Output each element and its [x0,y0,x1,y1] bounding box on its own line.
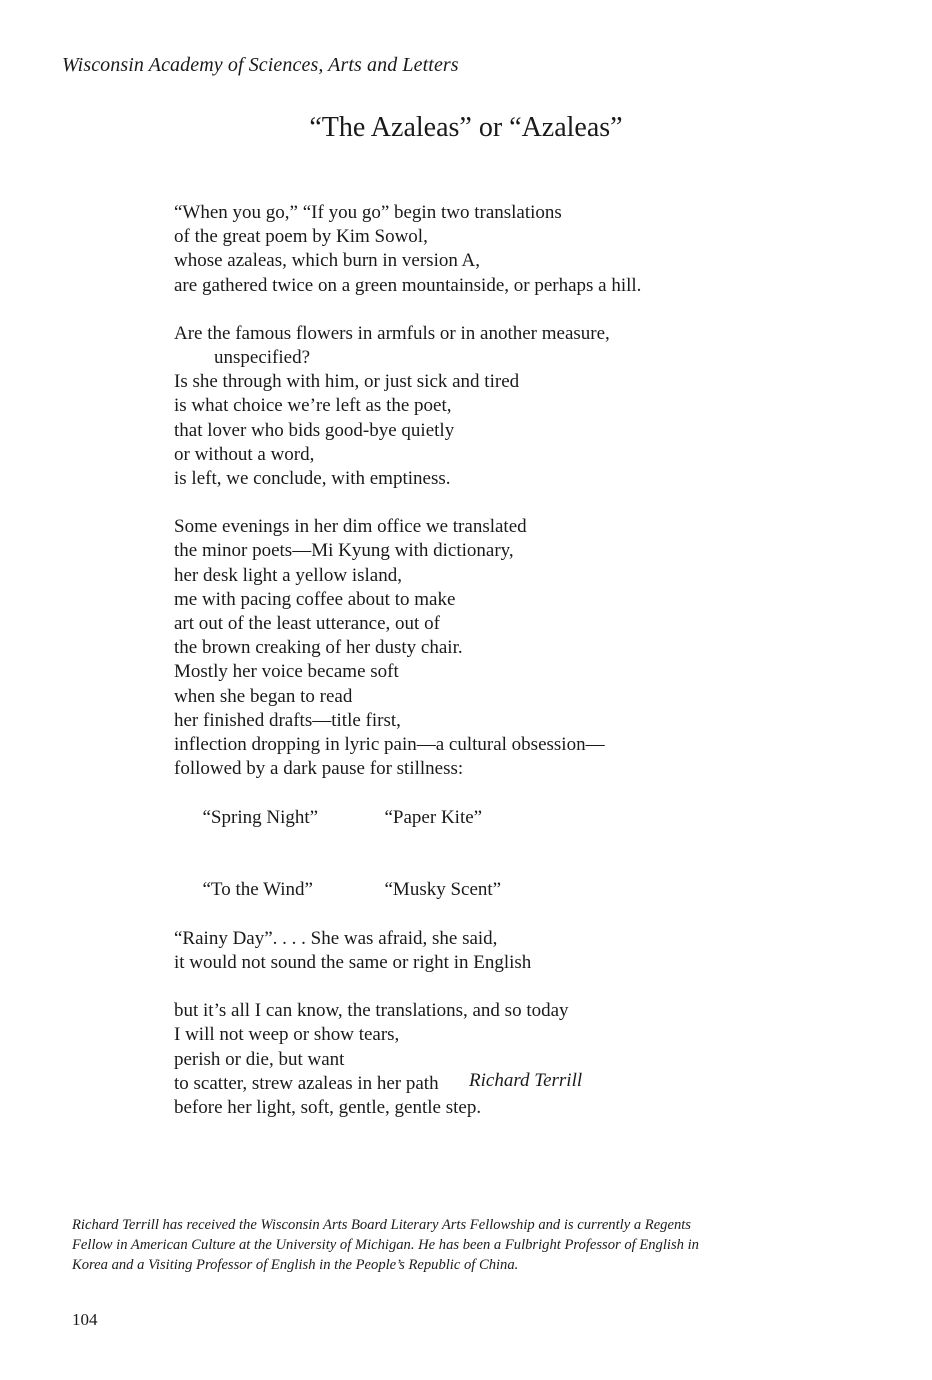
poem-title-to-the-wind: “To the Wind” [202,879,313,901]
bio-line: Richard Terrill has received the Wisconsin Arts Board Literary Arts Fellowship and is currently a Regents [72,1217,691,1233]
poem-line: “When you go,” “If you go” begin two translations [174,202,562,223]
poem-line: art out of the least utterance, out of [174,613,440,635]
poem-line: that lover who bids good-bye quietly [174,419,455,441]
poem-line: her desk light a yellow island, [174,564,402,586]
poem-line: “Rainy Day”. . . . She was afraid, she said, [174,927,498,949]
poem-line: the minor poets—Mi Kyung with dictionary, [174,540,514,562]
stanza-3 [174,515,641,975]
poem-line: me with pacing coffee about to make [174,588,456,610]
poem-line: Is she through with him, or just sick and tired [174,371,520,393]
stanza-4 [174,999,641,1120]
poem-line: whose azaleas, which burn in version A, [174,250,481,272]
poem-line: the brown creaking of her dusty chair. [174,637,463,659]
poem-line: her finished drafts—title first, [174,709,401,731]
poem-title-spring-night: “Spring Night” [202,806,319,828]
poem-line: perish or die, but want [174,1048,345,1070]
page-number: 104 [72,1310,98,1329]
poem-title: “The Azaleas” or “Azaleas” [309,112,623,143]
poem-line: inflection dropping in lyric pain—a cultural obsession— [174,734,605,756]
poem-line: before her light, soft, gentle, gentle step. [174,1096,482,1118]
poem-line: Some evenings in her dim office we translated [174,516,527,538]
poem-line: is left, we conclude, with emptiness. [174,468,451,490]
bio-line: Korea and a Visiting Professor of English in the People’s Republic of China. [72,1257,519,1273]
author-bio [72,1215,862,1275]
author-signature: Richard Terrill [469,1070,583,1091]
poem-line: to scatter, strew azaleas in her path [174,1072,439,1094]
stanza-2 [174,322,641,491]
poem-body [174,201,641,1144]
poem-title-paper-kite: “Paper Kite” [384,806,483,828]
poem-line: when she began to read [174,685,353,707]
poem-line-continuation: unspecified? [214,347,311,369]
poem-title-pair [174,854,641,927]
poem-line: it would not sound the same or right in English [174,951,532,973]
poem-title-musky-scent: “Musky Scent” [384,879,502,901]
stanza-1 [174,201,641,298]
poem-line: of the great poem by Kim Sowol, [174,226,428,248]
poem-line: I will not weep or show tears, [174,1024,400,1046]
running-head: Wisconsin Academy of Sciences, Arts and Letters [62,54,459,76]
bio-line: Fellow in American Culture at the University of Michigan. He has been a Fulbright Professor of English in [72,1237,699,1253]
poem-line: is what choice we’re left as the poet, [174,395,452,417]
poem-line: Mostly her voice became soft [174,661,399,683]
poem-line: but it’s all I can know, the translations, and so today [174,1000,569,1022]
poem-title-pair [174,781,641,854]
poem-line: are gathered twice on a green mountainside, or perhaps a hill. [174,274,642,296]
poem-line: Are the famous flowers in armfuls or in another measure, [174,322,610,344]
poem-line: or without a word, [174,443,315,465]
poem-line: followed by a dark pause for stillness: [174,758,464,780]
